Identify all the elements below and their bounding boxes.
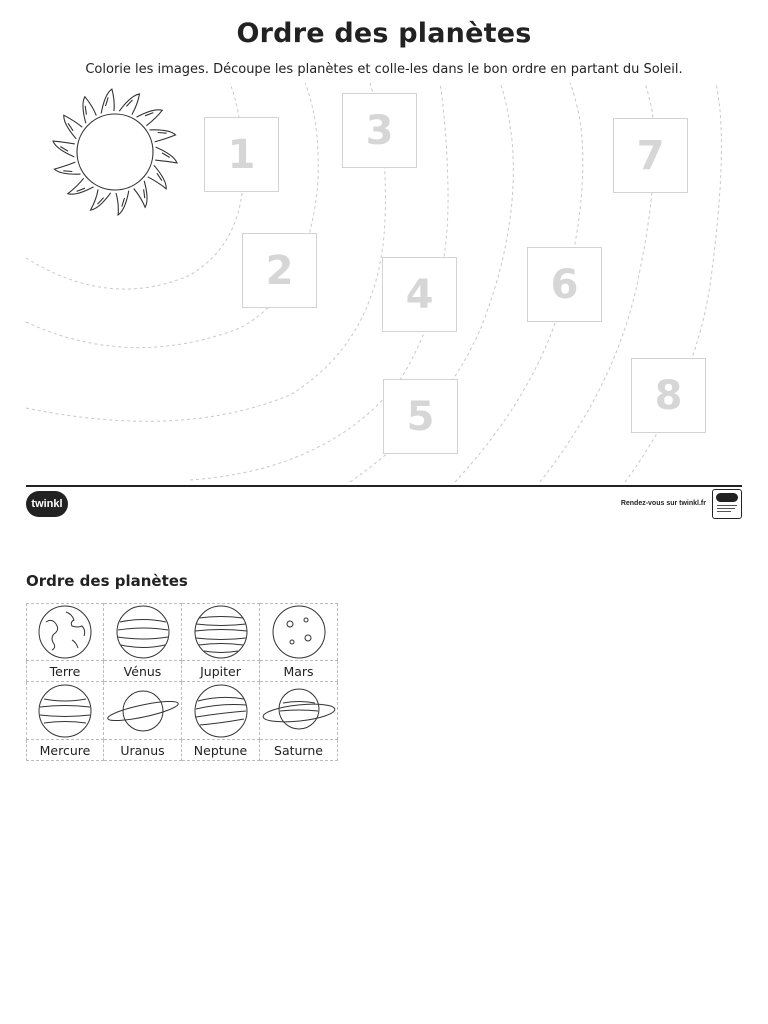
planet-label: Jupiter [200, 663, 241, 679]
slot-2[interactable]: 2 [242, 233, 317, 308]
twinkl-logo[interactable]: twinkl [26, 491, 68, 517]
slot-6[interactable]: 6 [527, 247, 602, 322]
neptune-icon [192, 683, 250, 739]
sun-ray [119, 94, 139, 115]
planet-label: Neptune [193, 742, 248, 758]
sun-ray-detail [85, 106, 86, 115]
sun-ray-detail [63, 171, 72, 172]
venus-icon [114, 604, 172, 660]
cutout-mercury[interactable] [26, 682, 104, 740]
sun-ray [116, 191, 129, 215]
sun-ray [148, 165, 167, 189]
uranus-icon [105, 683, 181, 739]
footer-link[interactable]: Rendez-vous sur twinkl.fr [620, 500, 706, 507]
footer-divider [26, 485, 742, 487]
slot-8[interactable]: 8 [631, 358, 706, 433]
saturn-icon [261, 683, 337, 739]
cutout-venus[interactable] [104, 603, 182, 661]
label-cell [260, 740, 338, 761]
cutout-saturn[interactable] [260, 682, 338, 740]
sun-ray [101, 89, 114, 113]
planet-label: Terre [49, 663, 81, 679]
mars-icon [270, 604, 328, 660]
slot-1[interactable]: 1 [204, 117, 279, 192]
cutout-jupiter[interactable] [182, 603, 260, 661]
slot-7[interactable]: 7 [613, 118, 688, 193]
label-cell [104, 661, 182, 682]
label-cell [260, 661, 338, 682]
planet-label: Vénus [123, 663, 162, 679]
planet-cutout-grid [26, 603, 338, 761]
slot-5[interactable]: 5 [383, 379, 458, 454]
sun-ray [134, 181, 147, 208]
label-cell [26, 740, 104, 761]
sun-ray-detail [158, 133, 167, 134]
sun-ray [83, 97, 96, 124]
sun-ray [150, 130, 176, 142]
planet-label: Mercure [39, 742, 91, 758]
jupiter-icon [192, 604, 250, 660]
sun-ray [64, 115, 83, 139]
page-title: Ordre des planètes [236, 18, 532, 49]
label-cell [182, 740, 260, 761]
sun-ray-detail [106, 97, 109, 106]
instructions-text: Colorie les images. Découpe les planètes et colle-les dans le bon ordre en partant du Soleil. [85, 62, 683, 77]
cutout-neptune[interactable] [182, 682, 260, 740]
label-cell [26, 661, 104, 682]
sun-icon [46, 86, 184, 220]
sun-ray-detail [144, 189, 145, 198]
slot-3[interactable]: 3 [342, 93, 417, 168]
cutout-uranus[interactable] [104, 682, 182, 740]
mercury-icon [36, 683, 94, 739]
cutout-earth[interactable] [26, 603, 104, 661]
planet-label: Saturne [274, 742, 323, 758]
quality-badge-icon [712, 489, 742, 519]
planet-label: Uranus [120, 742, 165, 758]
sun-ray-detail [122, 198, 125, 207]
sun-ray [91, 189, 111, 210]
earth-icon [36, 604, 94, 660]
label-cell [182, 661, 260, 682]
planet-label: Mars [283, 663, 314, 679]
slot-4[interactable]: 4 [382, 257, 457, 332]
label-cell [104, 740, 182, 761]
cutouts-title: Ordre des planètes [26, 572, 188, 590]
cutout-mars[interactable] [260, 603, 338, 661]
sun-ray [54, 162, 80, 174]
